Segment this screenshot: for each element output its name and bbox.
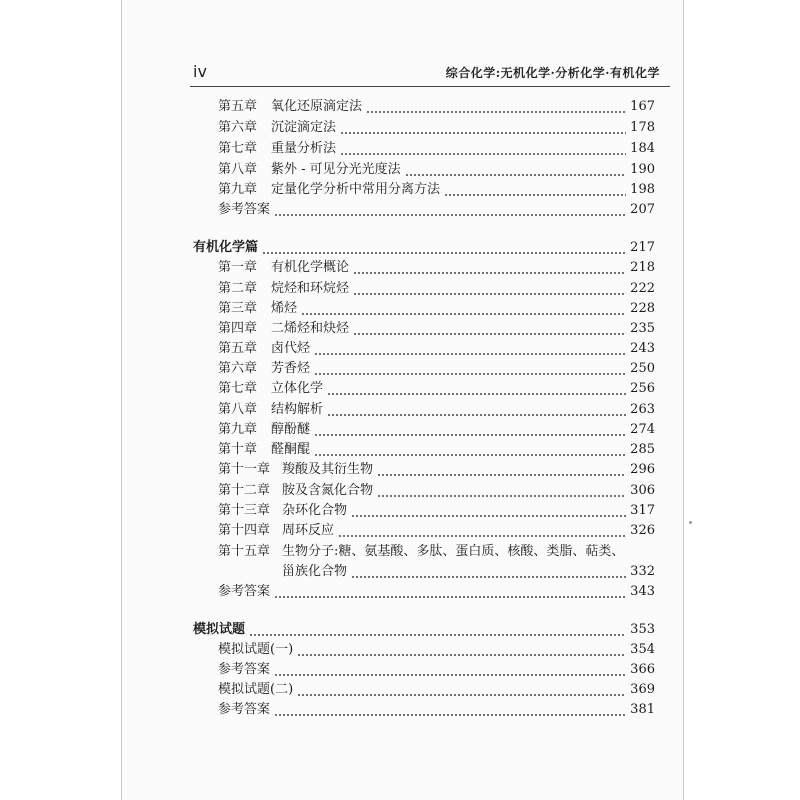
toc-entry[interactable] bbox=[218, 680, 655, 700]
leader-dots bbox=[314, 440, 626, 460]
page-ref: 178 bbox=[630, 120, 655, 135]
toc-entry-answers[interactable] bbox=[218, 582, 655, 602]
leader-dots bbox=[353, 279, 626, 299]
leader-dots bbox=[351, 501, 626, 521]
leader-dots bbox=[297, 640, 626, 660]
toc-entry[interactable] bbox=[218, 481, 655, 501]
chapter-number: 第六章 bbox=[218, 120, 258, 135]
toc-entry[interactable] bbox=[218, 440, 655, 460]
page-ref: 167 bbox=[630, 99, 655, 114]
chapter-number: 第十二章 bbox=[218, 483, 271, 498]
page-ref: 207 bbox=[630, 202, 655, 217]
page-ref: 306 bbox=[630, 483, 655, 498]
chapter-number: 第九章 bbox=[218, 182, 258, 197]
toc-entry[interactable] bbox=[218, 400, 655, 420]
page-ref: 263 bbox=[630, 402, 655, 417]
leader-dots bbox=[340, 139, 626, 159]
chapter-number: 第七章 bbox=[218, 141, 258, 156]
page-ref: 317 bbox=[630, 503, 655, 518]
exam-title: 模拟试题(一) bbox=[218, 642, 294, 657]
toc-entry[interactable] bbox=[218, 139, 655, 159]
page-ref: 332 bbox=[630, 564, 655, 579]
toc-entry-continuation[interactable] bbox=[282, 562, 655, 582]
leader-dots bbox=[297, 680, 626, 700]
leader-dots bbox=[340, 118, 626, 138]
toc-entry[interactable] bbox=[218, 180, 655, 200]
leader-dots bbox=[314, 359, 626, 379]
leader-dots bbox=[353, 319, 626, 339]
leader-dots bbox=[274, 200, 626, 220]
page-ref: 222 bbox=[630, 281, 655, 296]
toc-entry[interactable] bbox=[218, 359, 655, 379]
chapter-number: 第八章 bbox=[218, 402, 258, 417]
page-ref: 274 bbox=[630, 422, 655, 437]
toc-entry[interactable] bbox=[218, 258, 655, 278]
toc-entry-multiline[interactable] bbox=[218, 542, 655, 562]
leader-dots bbox=[274, 660, 626, 680]
chapter-number: 第六章 bbox=[218, 361, 258, 376]
chapter-title: 紫外 - 可见分光光度法 bbox=[271, 162, 401, 177]
toc-entry[interactable] bbox=[218, 379, 655, 399]
section-heading-mock[interactable] bbox=[193, 620, 655, 640]
toc-entry-answers[interactable] bbox=[218, 660, 655, 680]
section-title: 有机化学篇 bbox=[193, 240, 259, 255]
page-ref: 381 bbox=[630, 702, 655, 717]
toc-entry[interactable] bbox=[218, 501, 655, 521]
toc-entry[interactable] bbox=[218, 460, 655, 480]
leader-dots bbox=[366, 97, 626, 117]
page-ref: 198 bbox=[630, 182, 655, 197]
chapter-title: 周环反应 bbox=[282, 523, 335, 538]
toc-entry[interactable] bbox=[218, 640, 655, 660]
chapter-number: 第三章 bbox=[218, 301, 258, 316]
exam-title: 模拟试题(二) bbox=[218, 682, 294, 697]
chapter-number: 第四章 bbox=[218, 321, 258, 336]
page-ref: 353 bbox=[630, 622, 655, 637]
page-ref: 369 bbox=[630, 682, 655, 697]
chapter-number: 第九章 bbox=[218, 422, 258, 437]
leader-dots bbox=[301, 299, 626, 319]
leader-dots bbox=[249, 620, 626, 640]
toc-entry-answers[interactable] bbox=[218, 200, 655, 220]
chapter-title: 二烯烃和炔烃 bbox=[271, 321, 350, 336]
chapter-title: 重量分析法 bbox=[271, 141, 337, 156]
page-ref: 250 bbox=[630, 361, 655, 376]
toc-entry[interactable] bbox=[218, 521, 655, 541]
leader-dots bbox=[444, 180, 626, 200]
toc-entry[interactable] bbox=[218, 118, 655, 138]
chapter-title: 烷烃和环烷烃 bbox=[271, 281, 350, 296]
page-ref: 184 bbox=[630, 141, 655, 156]
answers-title: 参考答案 bbox=[218, 584, 271, 599]
leader-dots bbox=[338, 521, 626, 541]
chapter-title: 胺及含氮化合物 bbox=[282, 483, 374, 498]
page-ref: 235 bbox=[630, 321, 655, 336]
leader-dots bbox=[377, 460, 626, 480]
chapter-title: 芳香烃 bbox=[271, 361, 311, 376]
chapter-title: 醛酮醌 bbox=[271, 442, 311, 457]
page-ref: 256 bbox=[630, 381, 655, 396]
page-ref: 190 bbox=[630, 162, 655, 177]
page-ref: 343 bbox=[630, 584, 655, 599]
page-number: iv bbox=[193, 62, 207, 81]
answers-title: 参考答案 bbox=[218, 202, 271, 217]
chapter-number: 第二章 bbox=[218, 281, 258, 296]
toc-entry[interactable] bbox=[218, 339, 655, 359]
leader-dots bbox=[353, 258, 626, 278]
section-heading-organic[interactable] bbox=[193, 238, 655, 258]
chapter-title: 沉淀滴定法 bbox=[271, 120, 337, 135]
chapter-title: 生物分子:糖、氨基酸、多肽、蛋白质、核酸、类脂、萜类、 bbox=[282, 544, 625, 559]
leader-dots bbox=[377, 481, 626, 501]
toc-entry[interactable] bbox=[218, 97, 655, 117]
leader-dots bbox=[262, 238, 626, 258]
leader-dots bbox=[351, 562, 626, 582]
leader-dots bbox=[327, 379, 626, 399]
chapter-title-continued: 甾族化合物 bbox=[282, 564, 348, 579]
toc-entry[interactable] bbox=[218, 420, 655, 440]
chapter-title: 杂环化合物 bbox=[282, 503, 348, 518]
page-ref: 326 bbox=[630, 523, 655, 538]
page-ref: 366 bbox=[630, 662, 655, 677]
toc-entry[interactable] bbox=[218, 319, 655, 339]
chapter-title: 定量化学分析中常用分离方法 bbox=[271, 182, 441, 197]
page-ref: 228 bbox=[630, 301, 655, 316]
page-ref: 243 bbox=[630, 341, 655, 356]
chapter-title: 烯烃 bbox=[271, 301, 298, 316]
chapter-number: 第十四章 bbox=[218, 523, 271, 538]
chapter-number: 第五章 bbox=[218, 99, 258, 114]
page-ref: 217 bbox=[630, 240, 655, 255]
chapter-title: 氧化还原滴定法 bbox=[271, 99, 363, 114]
page-ref: 296 bbox=[630, 462, 655, 477]
page-ref: 218 bbox=[630, 260, 655, 275]
chapter-title: 羧酸及其衍生物 bbox=[282, 462, 374, 477]
leader-dots bbox=[314, 420, 626, 440]
page-ref: 285 bbox=[630, 442, 655, 457]
answers-title: 参考答案 bbox=[218, 702, 271, 717]
section-title: 模拟试题 bbox=[193, 622, 246, 637]
toc-entry[interactable] bbox=[218, 299, 655, 319]
leader-dots bbox=[405, 160, 627, 180]
leader-dots bbox=[274, 700, 626, 720]
chapter-number: 第一章 bbox=[218, 260, 258, 275]
chapter-title: 立体化学 bbox=[271, 381, 324, 396]
page-ref: 354 bbox=[630, 642, 655, 657]
chapter-number: 第十三章 bbox=[218, 503, 271, 518]
toc-entry-answers[interactable] bbox=[218, 700, 655, 720]
leader-dots bbox=[274, 582, 626, 602]
chapter-title: 卤代烃 bbox=[271, 341, 311, 356]
answers-title: 参考答案 bbox=[218, 662, 271, 677]
toc-entry[interactable] bbox=[218, 279, 655, 299]
running-header: 综合化学:无机化学·分析化学·有机化学 bbox=[445, 66, 660, 80]
chapter-number: 第五章 bbox=[218, 341, 258, 356]
chapter-number: 第十章 bbox=[218, 442, 258, 457]
chapter-title: 有机化学概论 bbox=[271, 260, 350, 275]
leader-dots bbox=[314, 339, 626, 359]
chapter-number: 第七章 bbox=[218, 381, 258, 396]
scan-speck bbox=[689, 521, 692, 524]
toc-entry[interactable] bbox=[218, 160, 655, 180]
chapter-title: 醇酚醚 bbox=[271, 422, 311, 437]
chapter-number: 第十五章 bbox=[218, 544, 271, 559]
chapter-title: 结构解析 bbox=[271, 402, 324, 417]
chapter-number: 第八章 bbox=[218, 162, 258, 177]
chapter-number: 第十一章 bbox=[218, 462, 271, 477]
leader-dots bbox=[327, 400, 626, 420]
